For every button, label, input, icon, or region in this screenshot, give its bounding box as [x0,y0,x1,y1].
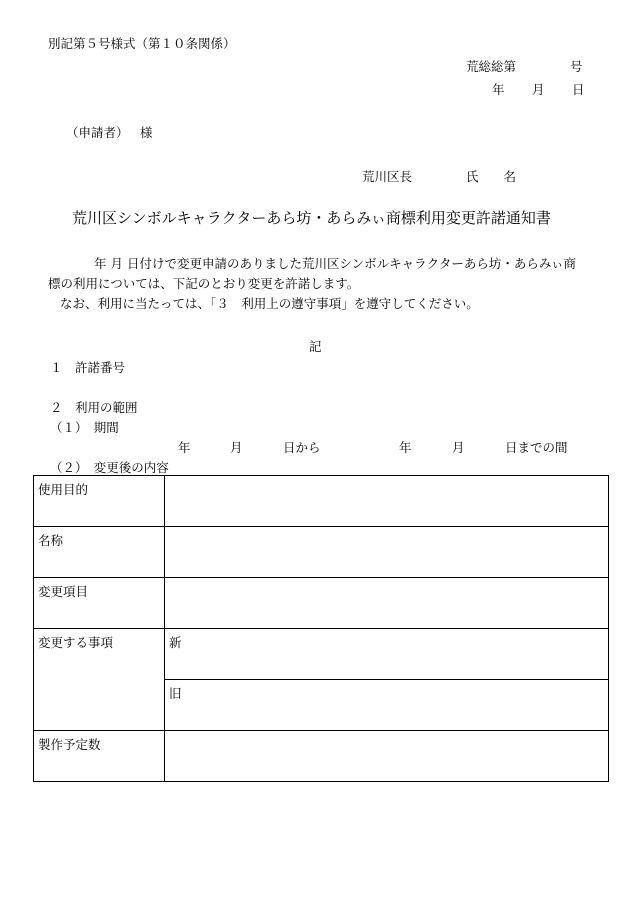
label-purpose: 使用目的 [34,476,165,527]
period-from-suffix: 日から [283,440,321,455]
period-to-suffix: 日までの間 [505,440,568,455]
table-row [34,629,609,680]
date-day: 日 [572,82,585,97]
issuer-name-label: 氏 名 [466,169,517,184]
period-from-month: 月 [230,440,243,455]
value-change-item [165,578,609,629]
date-month: 月 [532,82,545,97]
issuer-title: 荒川区長 [362,169,413,184]
date-year: 年 [492,82,505,97]
ki-heading: 記 [309,339,322,354]
issuer-line [362,167,517,185]
body-paragraph-1: 年 月 日付けで変更申請のありました荒川区シンボルキャラクターあら坊・あらみぃ商標の利用については、下記のとおり変更を許諾します。 [48,256,577,291]
value-old: 旧 [165,680,609,731]
label-change-item: 変更項目 [34,578,165,629]
applicant-honorific: 様 [140,125,153,140]
period-to-month: 月 [452,440,465,455]
changed-content-table [33,475,609,782]
value-new: 新 [165,629,609,680]
value-planned-quantity [165,731,609,782]
period-from-year: 年 [178,440,191,455]
issue-number-prefix: 荒総総第 [466,59,517,74]
value-name [165,527,609,578]
table-row [34,578,609,629]
issue-number-suffix: 号 [570,59,583,74]
applicant-line [66,123,153,141]
issue-number [466,57,583,75]
body-paragraph-2: なお、利用に当たっては、「３ 利用上の遵守事項」を遵守してください。 [60,296,479,311]
table-row [34,527,609,578]
subsection-changed-content: （２） 変更後の内容 [50,460,169,475]
period-to-year: 年 [399,440,412,455]
applicant-label: （申請者） [66,125,129,140]
subsection-period: （１） 期間 [50,420,119,435]
body-text [48,254,588,314]
section-permit-number: １ 許諾番号 [50,360,126,375]
value-purpose [165,476,609,527]
document-title: 荒川区シンボルキャラクターあら坊・あらみぃ商標利用変更許諾通知書 [72,209,551,227]
form-number: 別記第５号様式（第１０条関係） [48,36,236,51]
label-change-matter: 変更する事項 [34,629,165,731]
section-usage-scope: ２ 利用の範囲 [50,400,138,415]
label-planned-quantity: 製作予定数 [34,731,165,782]
table-row [34,476,609,527]
label-name: 名称 [34,527,165,578]
table-row [34,731,609,782]
